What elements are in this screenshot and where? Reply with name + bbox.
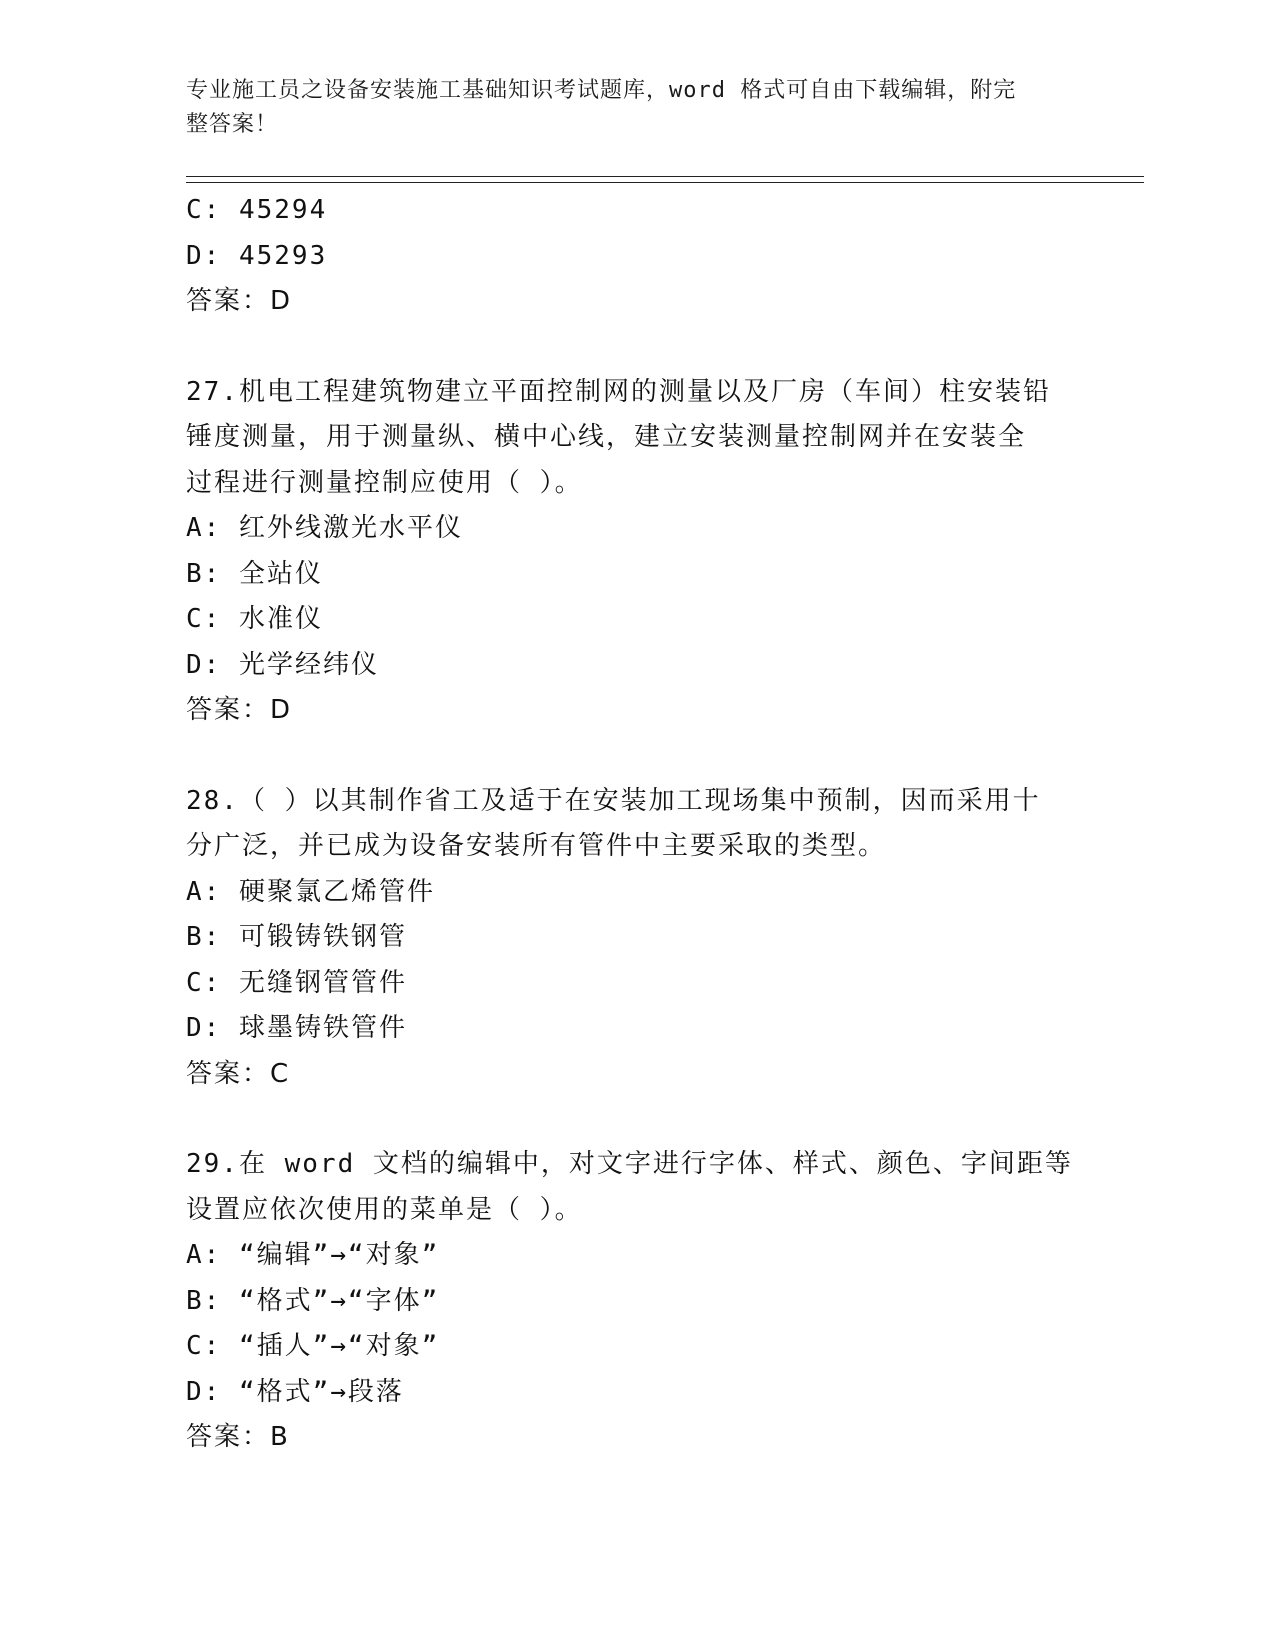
option-c: C: “插人”→“对象” bbox=[186, 1331, 440, 1361]
header-rule-top bbox=[186, 176, 1144, 177]
option-b: B: 全站仪 bbox=[186, 558, 323, 589]
question-text-line: 设置应依次使用的菜单是（ ）。 bbox=[186, 1194, 583, 1225]
option-a: A: 红外线激光水平仪 bbox=[186, 513, 463, 543]
answer-line: 答案：D bbox=[186, 286, 293, 316]
question-text-line: 过程进行测量控制应使用（ ）。 bbox=[186, 467, 583, 498]
header-line-1: 专业施工员之设备安装施工基础知识考试题库，word 格式可自由下载编辑，附完 bbox=[186, 78, 1017, 103]
spacer bbox=[186, 1097, 1066, 1142]
question-28 bbox=[186, 779, 1066, 1098]
option-c: C: 水准仪 bbox=[186, 604, 323, 634]
option-c: C: 45294 bbox=[186, 195, 328, 225]
question-26-tail bbox=[186, 188, 1066, 325]
option-d: D: 光学经纬仪 bbox=[186, 649, 379, 680]
option-b: B: “格式”→“字体” bbox=[186, 1285, 440, 1316]
spacer bbox=[186, 734, 1066, 779]
option-a: A: “编辑”→“对象” bbox=[186, 1240, 440, 1270]
header-rule-bottom bbox=[186, 182, 1144, 183]
option-a: A: 硬聚氯乙烯管件 bbox=[186, 876, 435, 907]
option-b: B: 可锻铸铁钢管 bbox=[186, 922, 407, 952]
answer-line: 答案：D bbox=[186, 695, 293, 725]
question-text-line: 27.机电工程建筑物建立平面控制网的测量以及厂房（车间）柱安装铅 bbox=[186, 376, 1051, 407]
answer-line: 答案：B bbox=[186, 1422, 290, 1452]
question-29 bbox=[186, 1142, 1073, 1461]
option-d: D: 球墨铸铁管件 bbox=[186, 1013, 407, 1043]
document-header bbox=[186, 74, 1066, 142]
document-body bbox=[186, 188, 1073, 1461]
question-text-line: 分广泛，并已成为设备安装所有管件中主要采取的类型。 bbox=[186, 831, 887, 861]
option-d: D: “格式”→段落 bbox=[186, 1376, 404, 1407]
question-27 bbox=[186, 370, 1066, 734]
answer-line: 答案：C bbox=[186, 1058, 291, 1089]
spacer bbox=[186, 325, 1066, 370]
option-d: D: 45293 bbox=[186, 240, 328, 271]
question-text-line: 28.（ ）以其制作省工及适于在安装加工现场集中预制，因而采用十 bbox=[186, 785, 1041, 816]
question-text-line: 锤度测量，用于测量纵、横中心线，建立安装测量控制网并在安装全 bbox=[186, 422, 1027, 452]
header-line-2: 整答案！ bbox=[186, 112, 279, 137]
question-text-line: 29.在 word 文档的编辑中，对文字进行字体、样式、颜色、字间距等 bbox=[186, 1149, 1073, 1179]
option-c: C: 无缝钢管管件 bbox=[186, 967, 407, 998]
